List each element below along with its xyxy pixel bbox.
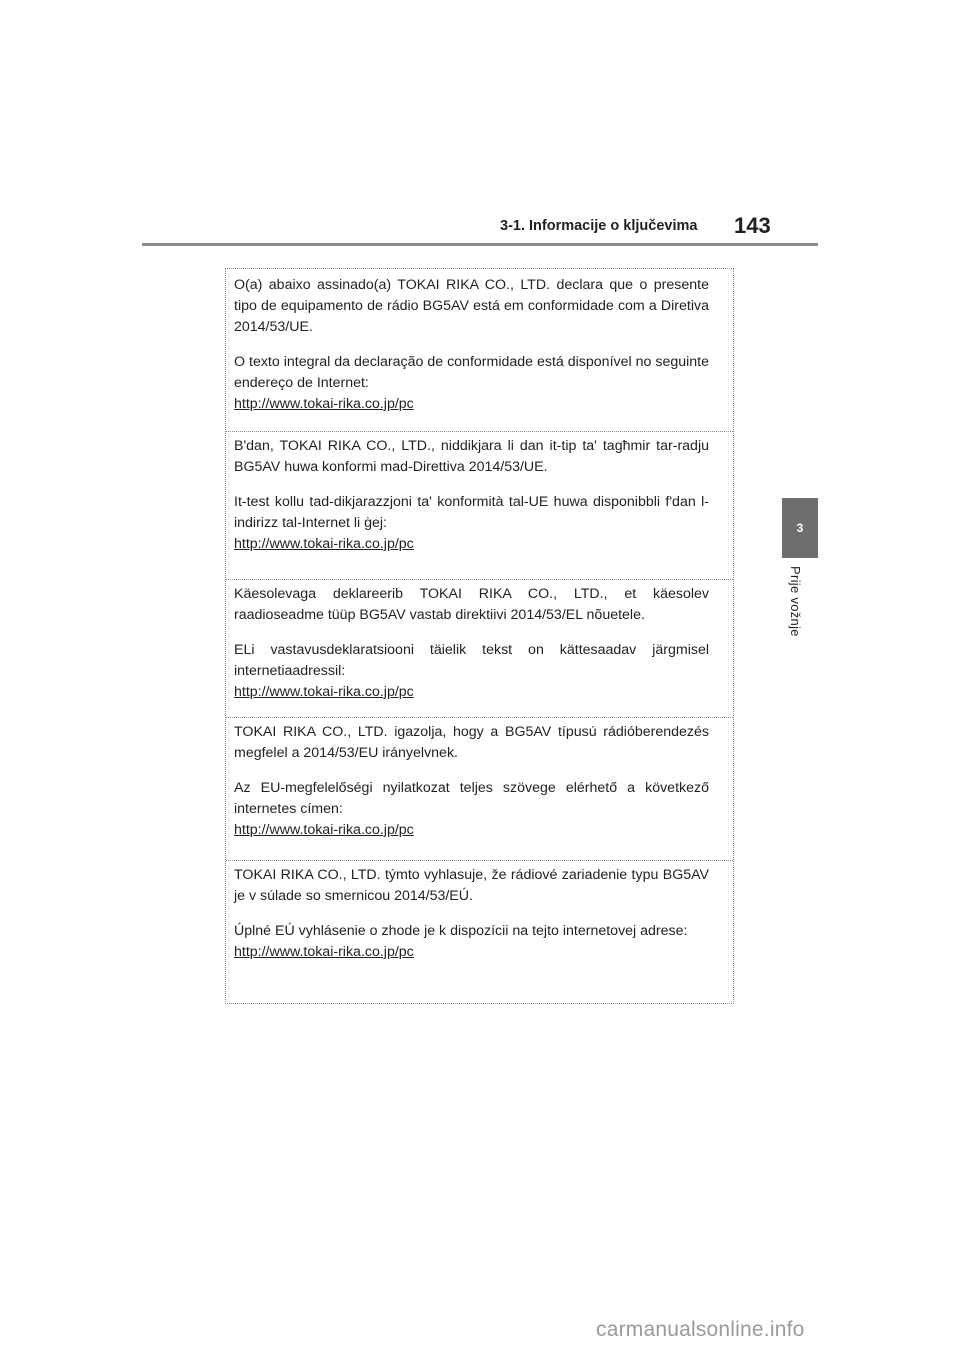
declaration-availability: Úplné EÚ vyhlásenie o zhode je k dispozícii na tejto internetovej adrese: bbox=[234, 923, 688, 939]
declaration-block-hungarian bbox=[226, 717, 733, 841]
declarations-box bbox=[225, 268, 734, 1004]
chapter-side-title: Prije vožnje bbox=[788, 566, 803, 637]
declaration-statement: TOKAI RIKA CO., LTD. týmto vyhlasuje, že rádiové zariadenie typu BG5AV je v súlade so smernicou 2014/53/EÚ. bbox=[234, 867, 709, 904]
declaration-statement: B'dan, TOKAI RIKA CO., LTD., niddikjara li dan it-tip ta' tagħmir tar-radju BG5AV huwa konformi mad-Direttiva 2014/53/UE. bbox=[234, 438, 709, 475]
declaration-block-slovak bbox=[226, 860, 733, 963]
watermark: carmanualsonline.info bbox=[596, 1318, 805, 1341]
chapter-number: 3 bbox=[796, 521, 804, 535]
declaration-availability: ELi vastavusdeklaratsiooni täielik tekst on kättesaadav järgmisel internetiaadressil: bbox=[234, 642, 709, 679]
declaration-statement: TOKAI RIKA CO., LTD. igazolja, hogy a BG5AV típusú rádióberendezés megfelel a 2014/53/EU irányelvnek. bbox=[234, 724, 709, 761]
declaration-availability: Az EU-megfelelőségi nyilatkozat teljes szövege elérhető a következő internetes címen: bbox=[234, 780, 709, 817]
section-header-title: 3-1. Informacije o ključevima bbox=[500, 218, 698, 234]
declaration-availability: O texto integral da declaração de conformidade está disponível no seguinte endereço de Internet: bbox=[234, 354, 709, 391]
declaration-availability: It-test kollu tad-dikjarazzjoni ta' konformità tal-UE huwa disponibbli f'dan l-indirizz tal-Internet li ġej: bbox=[234, 494, 709, 531]
declaration-statement: Käesolevaga deklareerib TOKAI RIKA CO., LTD., et käesolev raadioseadme tüüp BG5AV vastab direktiivi 2014/53/EL nõuetele. bbox=[234, 586, 709, 623]
declaration-block-estonian bbox=[226, 579, 733, 703]
declaration-block-maltese bbox=[226, 431, 733, 555]
declaration-block-portuguese bbox=[226, 275, 733, 415]
header-rule bbox=[142, 243, 818, 246]
declaration-url-link[interactable]: http://www.tokai-rika.co.jp/pc bbox=[234, 536, 414, 552]
declaration-url-link[interactable]: http://www.tokai-rika.co.jp/pc bbox=[234, 684, 414, 700]
page-number: 143 bbox=[734, 213, 771, 238]
chapter-tab bbox=[782, 498, 818, 558]
declaration-url-link[interactable]: http://www.tokai-rika.co.jp/pc bbox=[234, 944, 414, 960]
declaration-url-link[interactable]: http://www.tokai-rika.co.jp/pc bbox=[234, 822, 414, 838]
declaration-url-link[interactable]: http://www.tokai-rika.co.jp/pc bbox=[234, 396, 414, 412]
declaration-statement: O(a) abaixo assinado(a) TOKAI RIKA CO., LTD. declara que o presente tipo de equipamento de rádio BG5AV está em conformidade com a Diretiva 2014/53/UE. bbox=[234, 277, 709, 335]
